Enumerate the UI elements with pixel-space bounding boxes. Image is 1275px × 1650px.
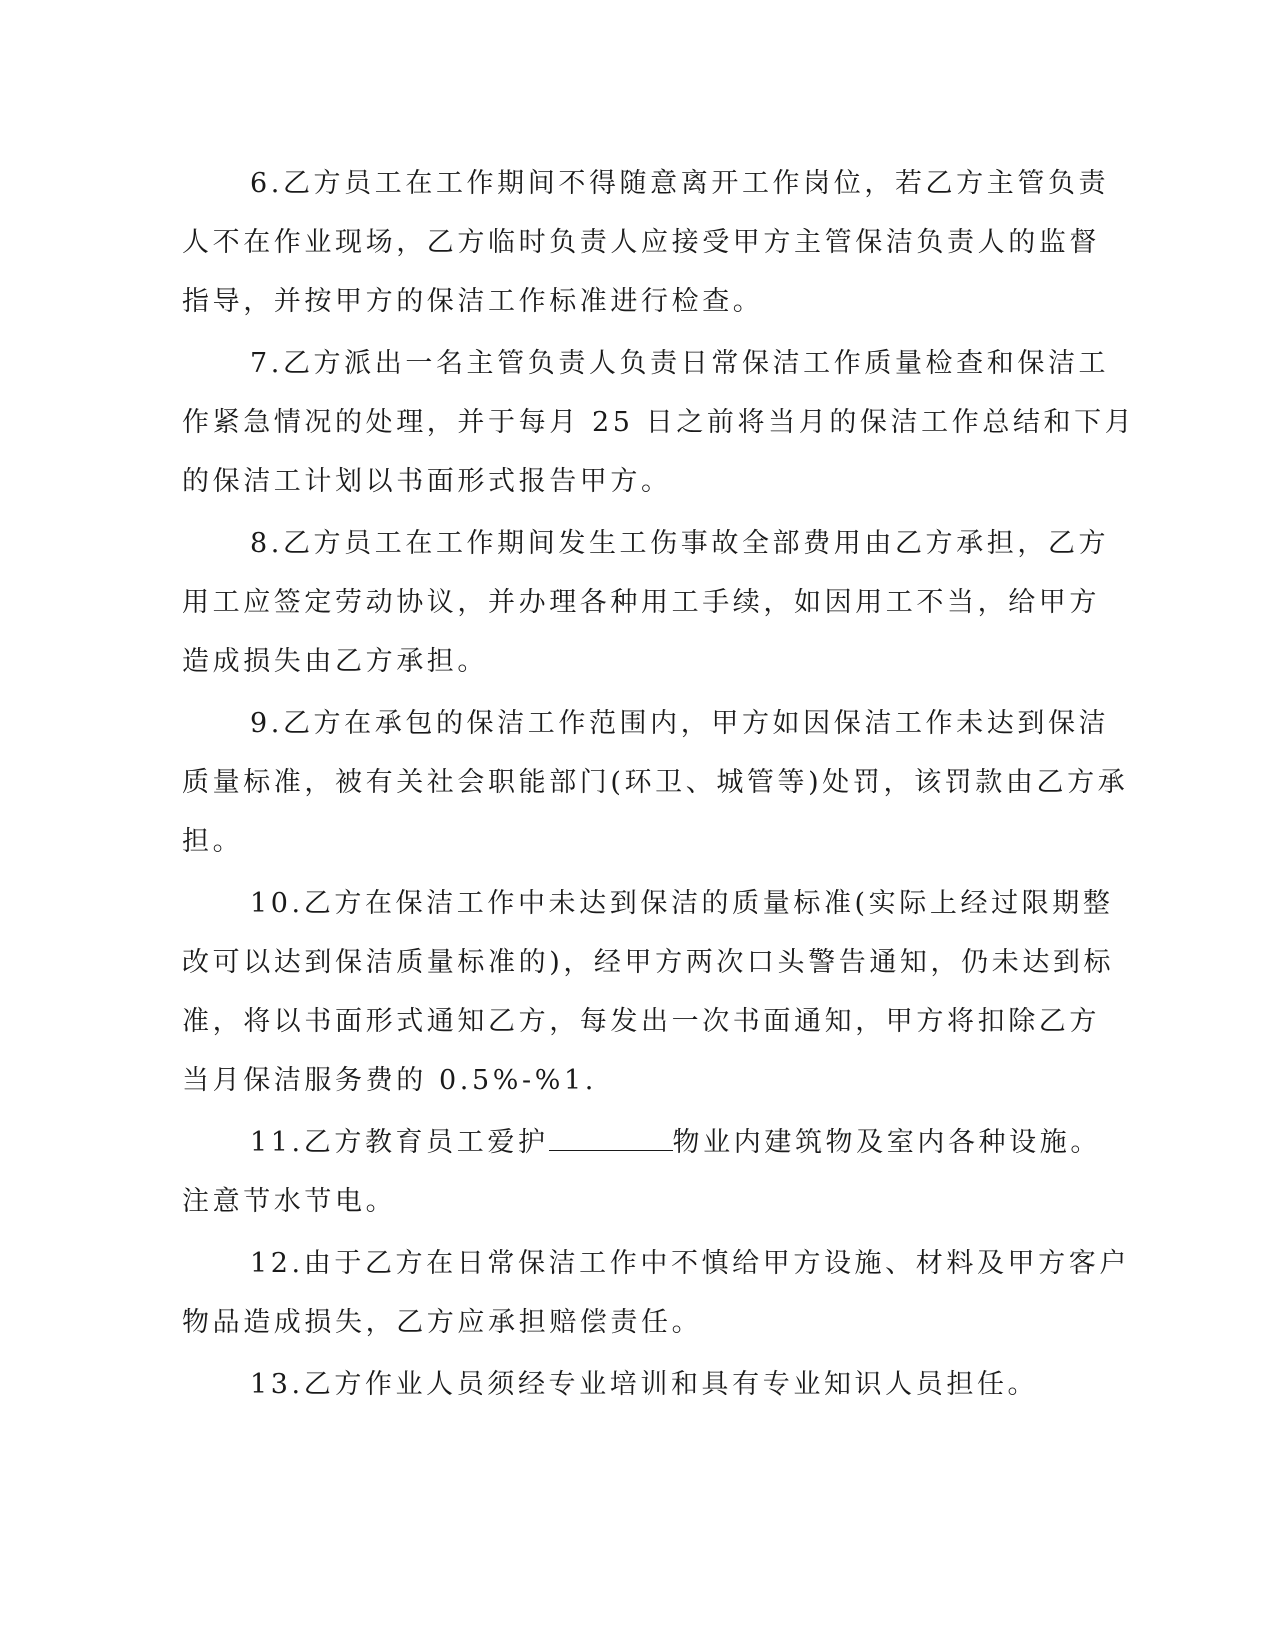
clause-8 [182, 514, 1110, 691]
clause-11 [182, 1113, 1101, 1231]
clause-10-line-4: 当月保洁服务费的 0.5%-%1. [182, 1065, 597, 1096]
clause-11-text-before-blank: 11.乙方教育员工爱护 [250, 1127, 549, 1158]
clause-10 [182, 874, 1115, 1110]
clause-11-line-2: 注意节水节电。 [182, 1186, 397, 1217]
clause-9-line-2: 质量标准，被有关社会职能部门(环卫、城管等)处罚，该罚款由乙方承 [182, 767, 1129, 798]
clause-10-line-2: 改可以达到保洁质量标准的)，经甲方两次口头警告通知，仍未达到标 [182, 947, 1115, 978]
clause-8-line-2: 用工应签定劳动协议，并办理各种用工手续，如因用工不当，给甲方 [182, 587, 1100, 618]
clause-9-line-1: 9.乙方在承包的保洁工作范围内，甲方如因保洁工作未达到保洁 [250, 708, 1110, 739]
clause-10-line-1: 10.乙方在保洁工作中未达到保洁的质量标准(实际上经过限期整 [250, 888, 1114, 919]
document-body [182, 154, 1136, 1414]
clause-11-text-after-blank: 物业内建筑物及室内各种设施。 [672, 1127, 1101, 1158]
clause-8-line-1: 8.乙方员工在工作期间发生工伤事故全部费用由乙方承担，乙方 [250, 528, 1110, 559]
clause-7-line-1: 7.乙方派出一名主管负责人负责日常保洁工作质量检查和保洁工 [250, 348, 1110, 379]
clause-12 [182, 1234, 1130, 1352]
clause-13 [182, 1355, 1039, 1414]
clause-7 [182, 334, 1136, 511]
clause-7-line-3: 的保洁工计划以书面形式报告甲方。 [182, 466, 672, 497]
clause-7-line-2: 作紧急情况的处理，并于每月 25 日之前将当月的保洁工作总结和下月 [182, 407, 1136, 438]
fill-in-blank-underline [549, 1130, 673, 1151]
clause-8-line-3: 造成损失由乙方承担。 [182, 646, 488, 677]
clause-9-line-3: 担。 [182, 826, 244, 857]
clause-12-line-1: 12.由于乙方在日常保洁工作中不慎给甲方设施、材料及甲方客户 [250, 1248, 1130, 1279]
clause-6-line-2: 人不在作业现场，乙方临时负责人应接受甲方主管保洁负责人的监督 [182, 227, 1100, 258]
clause-6-line-3: 指导，并按甲方的保洁工作标准进行检查。 [182, 286, 764, 317]
clause-6-line-1: 6.乙方员工在工作期间不得随意离开工作岗位，若乙方主管负责 [250, 168, 1110, 199]
clause-13-line-1: 13.乙方作业人员须经专业培训和具有专业知识人员担任。 [250, 1369, 1039, 1400]
clause-6 [182, 154, 1110, 331]
clause-11-line-1 [182, 1113, 1101, 1172]
clause-12-line-2: 物品造成损失，乙方应承担赔偿责任。 [182, 1307, 703, 1338]
clause-10-line-3: 准，将以书面形式通知乙方，每发出一次书面通知，甲方将扣除乙方 [182, 1006, 1100, 1037]
clause-9 [182, 694, 1129, 871]
